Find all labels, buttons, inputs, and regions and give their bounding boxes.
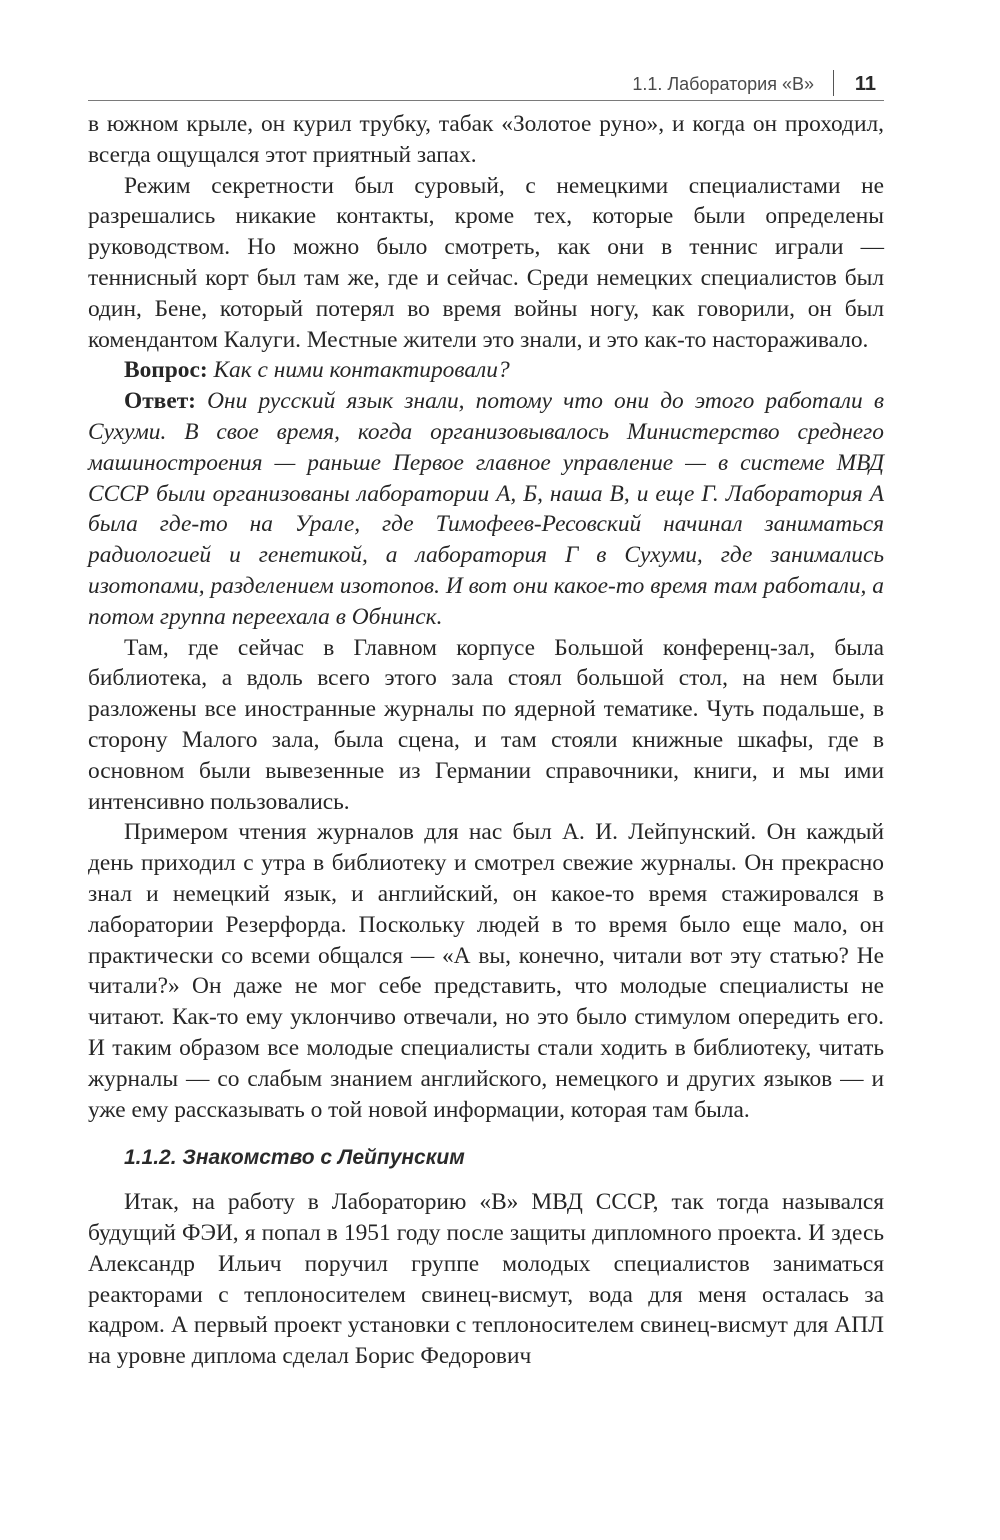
section-heading: 1.1.2. Знакомство с Лейпунским	[124, 1146, 465, 1170]
answer-label: Ответ:	[124, 388, 196, 415]
running-header	[88, 70, 884, 101]
paragraph-continued: в южном крыле, он курил трубку, табак «Золотое руно», и когда он проходил, всегда ощущался этот приятный запах.	[88, 111, 884, 168]
body-text	[88, 109, 884, 1372]
paragraph-leipunsky: Примером чтения журналов для нас был А. И. Лейпунский. Он каждый день приходил с утра в библиотеку и смотрел свежие журналы. Он прекрасно знал и немецкий язык, и английский, он какое-то время стажировался в лаборатории Резерфорда. Поскольку людей в то время было еще мало, он практически со всеми общался — «А вы, конечно, читали вот эту статью? Не читали?» Он даже не мог себе представить, что молодые специалисты не читают. Как-то ему уклончиво отвечали, но это было стимулом опередить его. И таким образом все молодые специалисты стали ходить в библиотеку, читать журналы — со слабым знанием английского, немецкого и других языков — и уже ему рассказывать о той новой информации, которая там была.	[88, 819, 884, 1123]
page-number: 11	[854, 73, 876, 95]
paragraph-section-start: Итак, на работу в Лабораторию «В» МВД СССР, так тогда назывался будущий ФЭИ, я попал в 1951 году после защиты дипломного проекта. И здесь Александр Ильич поручил группе молодых специалистов заниматься реакторами с теплоносителем свинец-висмут, вода для меня осталась за кадром. А первый проект установки с теплоносителем свинец-висмут для АПЛ на уровне диплома сделал Борис Федорович	[88, 1189, 884, 1370]
book-page	[88, 70, 884, 1372]
paragraph-secrecy: Режим секретности был суровый, с немецкими специалистами не разрешались никакие контакты, кроме тех, которые были определены руководством. Но можно было смотреть, как они в теннис играли — теннисный корт был там же, где и сейчас. Среди немецких специалистов был один, Бене, который потерял во время войны ногу, как говорили, он был комендантом Калуги. Местные жители это знали, и это как-то настораживало.	[88, 172, 884, 353]
question-text: Как с ними контактировали?	[213, 357, 510, 384]
running-header-separator	[833, 70, 835, 96]
running-header-section-title: 1.1. Лаборатория «В»	[632, 74, 814, 94]
answer-text: Они русский язык знали, потому что они до этого работали в Сухуми. В свое время, когда организовывалось Министерство среднего машиностроения — раньше Первое главное управление — в системе МВД СССР были организованы лаборатории А, Б, наша В, и еще Г. Лаборатория А была где-то на Урале, где Тимофеев-Ресовский начинал заниматься радиологией и генетикой, а лаборатория Г в Сухуми, где занимались изотопами, разделением изотопов. И вот они какое-то время там работали, а потом группа переехала в Обнинск.	[88, 388, 884, 630]
answer-paragraph	[88, 386, 884, 632]
paragraph-library: Там, где сейчас в Главном корпусе Большой конференц-зал, была библиотека, а вдоль всего этого зала стоял большой стол, на нем были разложены все иностранные журналы по ядерной тематике. Чуть подальше, в сторону Малого зала, была сцена, и там стояли книжные шкафы, где в основном были вывезенные из Германии справочники, книги, и мы ими интенсивно пользовались.	[88, 634, 884, 815]
question-label: Вопрос:	[124, 357, 208, 384]
question-paragraph	[88, 355, 884, 386]
